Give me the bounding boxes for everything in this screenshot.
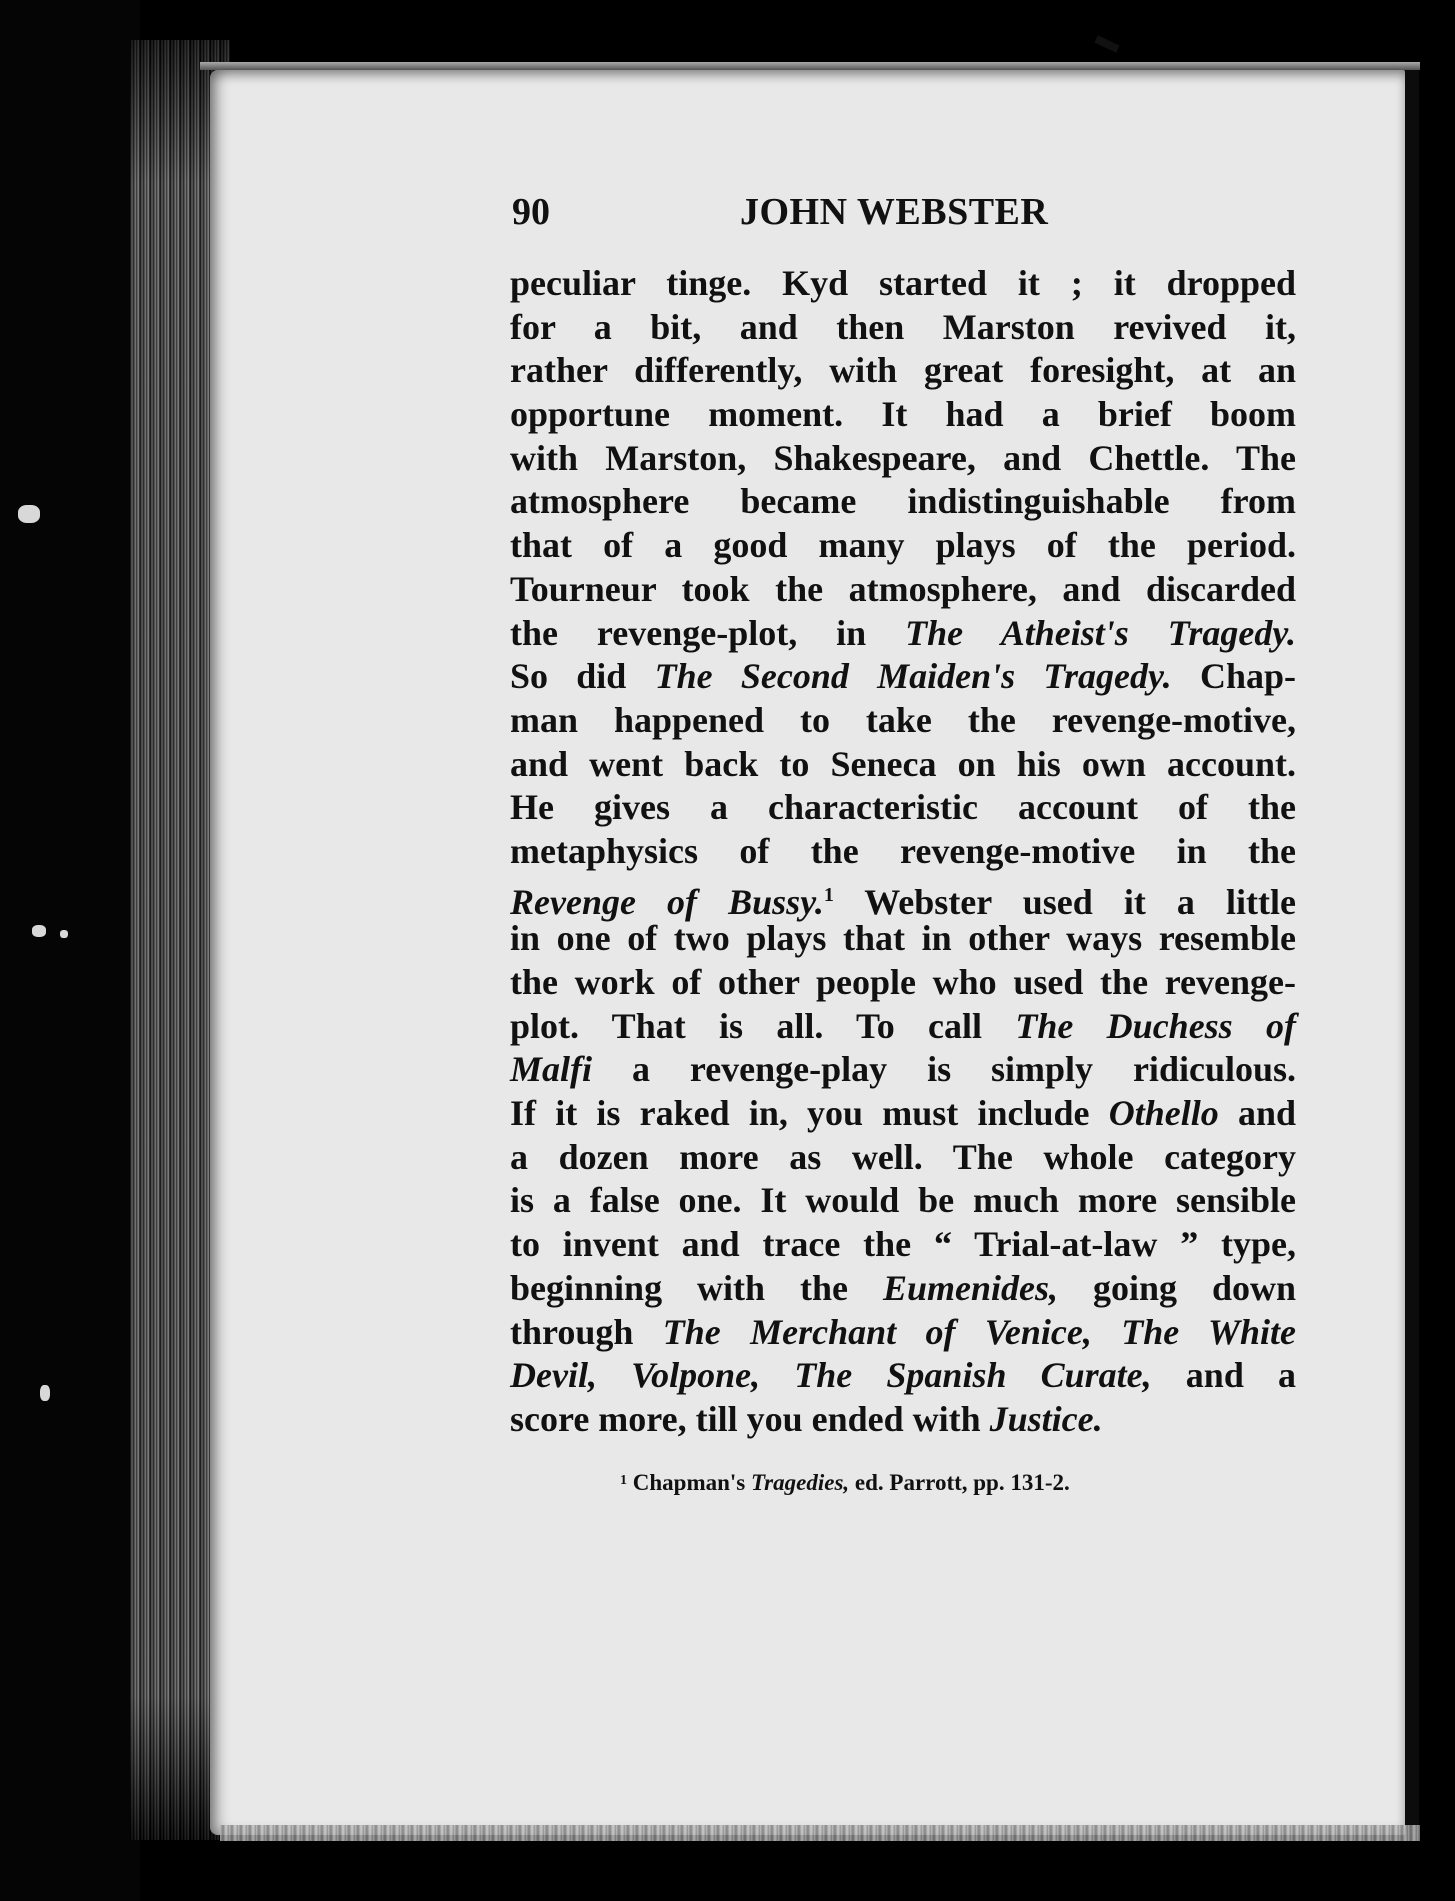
italic-title: The Merchant of Venice, The White — [662, 1311, 1296, 1352]
text-run: So did — [510, 656, 655, 697]
text-line: rather differently, with great foresight, at an — [510, 350, 1296, 391]
text-run: and a — [1151, 1355, 1296, 1396]
text-line: man happened to take the revenge-motive, — [510, 699, 1296, 740]
dust-speck — [32, 925, 46, 937]
body-paragraph — [510, 262, 1296, 1442]
italic-title: The Second Maiden's Tragedy. — [654, 656, 1172, 697]
text-line: peculiar tinge. Kyd started it ; it dropped — [510, 263, 1296, 303]
italic-title: The Atheist's Tragedy. — [905, 612, 1297, 653]
footnote — [620, 1470, 1180, 1496]
text-line — [510, 1354, 1296, 1398]
dust-speck — [18, 505, 40, 523]
running-title: JOHN WEBSTER — [740, 191, 1049, 233]
text-run: beginning with the — [510, 1267, 883, 1308]
dust-speck — [60, 930, 68, 938]
text-line — [510, 655, 1296, 699]
text-run: score more, till you ended with — [510, 1398, 990, 1439]
scan-mark — [1094, 35, 1119, 52]
text-line: atmosphere became indistinguishable from — [510, 481, 1296, 522]
text-line: that of a good many plays of the period. — [510, 525, 1296, 566]
text-run: Webster used it a little — [833, 881, 1296, 922]
text-run: going down — [1058, 1267, 1296, 1308]
italic-title: The Duchess of — [1015, 1005, 1296, 1046]
footnote-text: Chapman's — [632, 1470, 751, 1495]
text-run: If it is raked in, you must include — [510, 1093, 1109, 1134]
text-line: is a false one. It would be much more sensible — [510, 1180, 1296, 1221]
text-line: Tourneur took the atmosphere, and discarded — [510, 568, 1296, 609]
text-run: the revenge-plot, in — [510, 612, 906, 653]
running-head — [512, 190, 1072, 240]
footnote-ref: 1 — [823, 883, 834, 906]
page-number: 90 — [512, 191, 550, 233]
text-run: through — [510, 1311, 663, 1352]
text-line: opportune moment. It had a brief boom — [510, 394, 1296, 435]
text-line — [510, 1267, 1296, 1311]
text-line: for a bit, and then Marston revived it, — [510, 306, 1296, 347]
text-line: to invent and trace the “ Trial-at-law ” type, — [510, 1224, 1296, 1265]
text-line: metaphysics of the revenge-motive in the — [510, 830, 1296, 871]
scan-border-left — [0, 0, 140, 1901]
text-line — [510, 1048, 1296, 1092]
text-line: and went back to Seneca on his own account. — [510, 743, 1296, 784]
text-run: a revenge-play is simply ridiculous. — [592, 1049, 1296, 1090]
italic-title: Justice. — [989, 1398, 1103, 1439]
text-line — [510, 1311, 1296, 1355]
dust-speck — [40, 1385, 50, 1401]
italic-title: Eumenides, — [882, 1267, 1058, 1308]
text-run: Chap- — [1171, 656, 1296, 697]
text-line — [510, 874, 1296, 922]
scan-border-right — [1405, 70, 1419, 1835]
text-run: and — [1218, 1093, 1296, 1134]
text-line — [510, 1005, 1296, 1049]
text-line: a dozen more as well. The whole category — [510, 1136, 1296, 1177]
text-line: in one of two plays that in other ways resemble — [510, 918, 1296, 959]
page-bottom-edge — [220, 1825, 1420, 1841]
text-line: with Marston, Shakespeare, and Chettle. The — [510, 437, 1296, 478]
page-top-edge — [200, 62, 1420, 70]
text-line — [510, 1092, 1296, 1136]
text-run: plot. That is all. To call — [510, 1005, 1016, 1046]
footnote-text: ed. Parrott, pp. 131-2. — [849, 1470, 1070, 1495]
italic-title: Revenge of Bussy. — [510, 881, 824, 922]
italic-title: Othello — [1108, 1093, 1219, 1134]
italic-title: Malfi — [510, 1049, 593, 1090]
italic-title: Devil, Volpone, The Spanish Curate, — [510, 1355, 1152, 1396]
text-line — [510, 1398, 1296, 1442]
text-line: the work of other people who used the revenge- — [510, 962, 1296, 1002]
text-line — [510, 612, 1296, 656]
footnote-italic-title: Tragedies, — [750, 1470, 850, 1495]
footnote-marker: 1 — [620, 1473, 627, 1488]
text-line: He gives a characteristic account of the — [510, 787, 1296, 828]
